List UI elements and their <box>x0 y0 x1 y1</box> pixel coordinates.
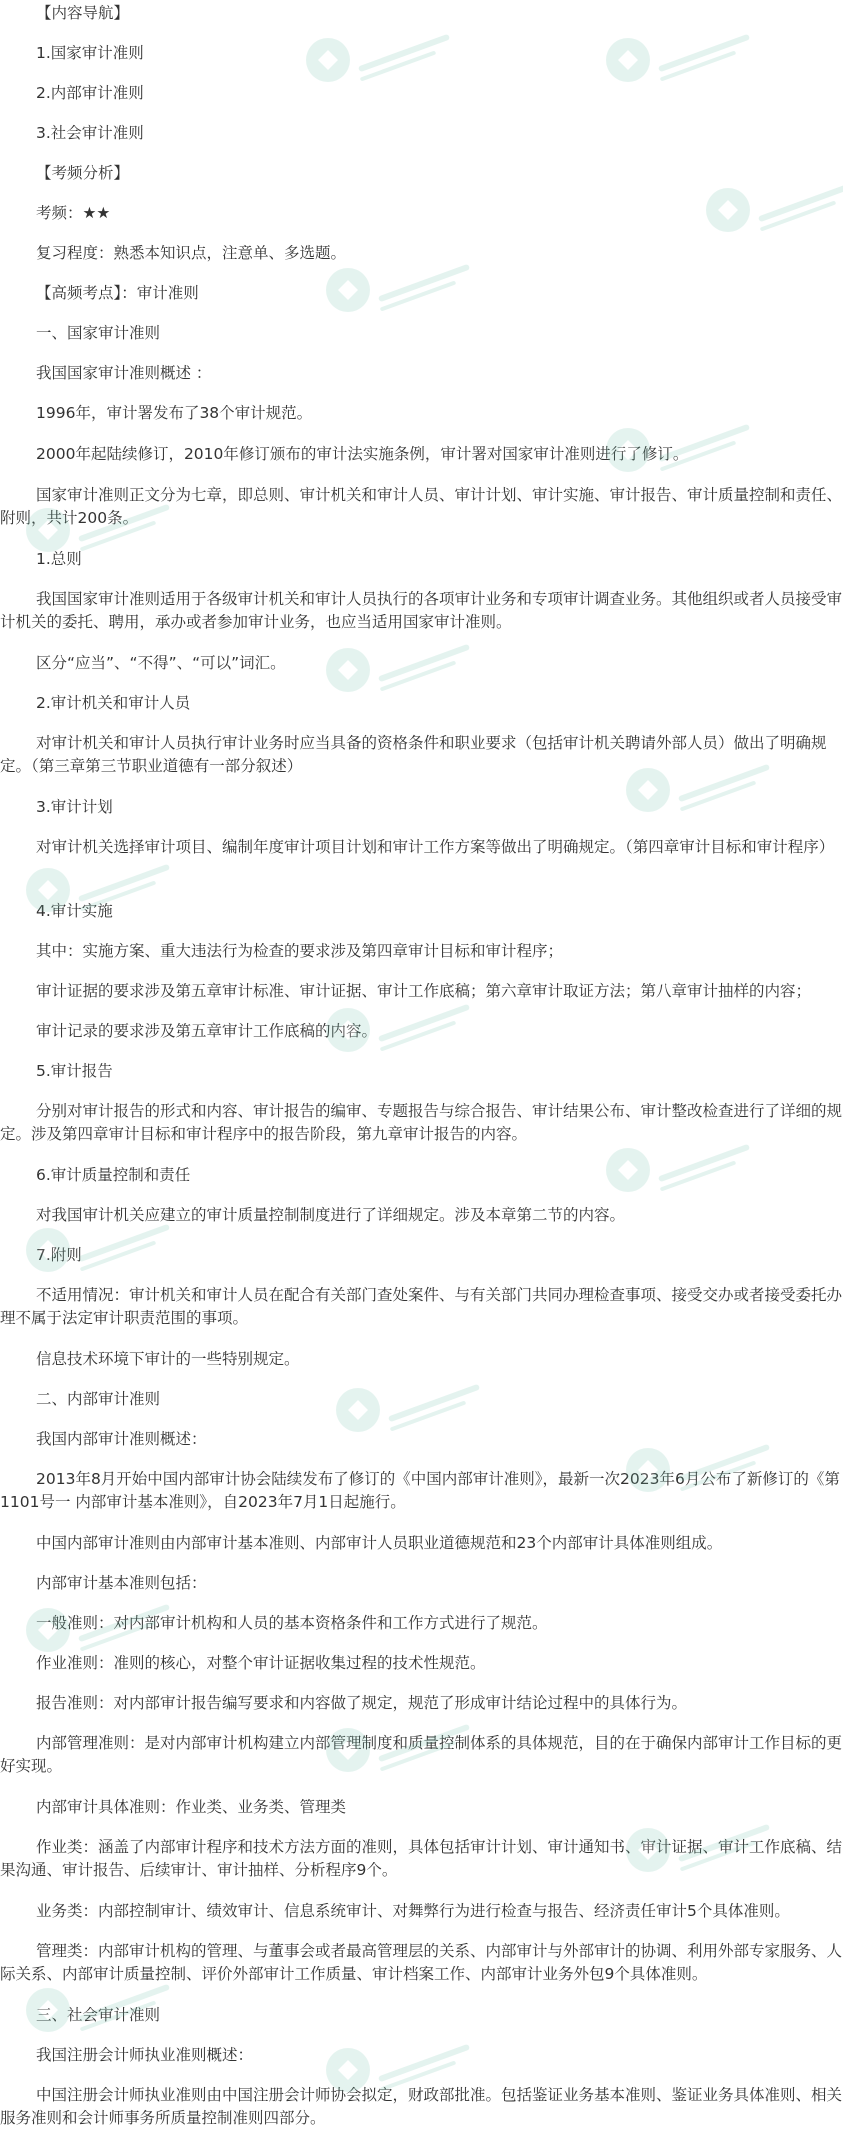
paragraph: 作业准则：准则的核心，对整个审计证据收集过程的技术性规范。 <box>36 1654 486 1672</box>
paragraph: 我国国家审计准则概述 ： <box>36 364 212 382</box>
subsection-heading: 3.审计计划 <box>36 798 113 816</box>
paragraph: 对我国审计机关应建立的审计质量控制制度进行了详细规定。涉及本章第二节的内容。 <box>36 1206 626 1224</box>
subsection-heading: 7.附则 <box>36 1246 82 1264</box>
paragraph: 对审计机关选择审计项目、编制年度审计项目计划和审计工作方案等做出了明确规定。（第四章审计目标和审计程序） <box>36 838 835 856</box>
paragraph: 报告准则：对内部审计报告编写要求和内容做了规定，规范了形成审计结论过程中的具体行为。 <box>36 1694 688 1712</box>
paragraph: 中国注册会计师执业准则由中国注册会计师协会拟定，财政部批准。包括鉴证业务基本准则、鉴证业务具体准则、相关服务准则和会计师事务所质量控制准则四部分。 <box>0 2086 843 2127</box>
frequency-text: 考频：★★ <box>36 204 111 222</box>
paragraph: 审计记录的要求涉及第五章审计工作底稿的内容。 <box>36 1022 378 1040</box>
paragraph: 分别对审计报告的形式和内容、审计报告的编审、专题报告与综合报告、审计结果公布、审计整改检查进行了详细的规定。涉及第四章审计目标和审计程序中的报告阶段，第九章审计报告的内容。 <box>0 1102 843 1143</box>
nav-item: 3.社会审计准则 <box>36 124 144 142</box>
section-heading: 【考频分析】 <box>36 164 130 182</box>
paragraph: 内部管理准则：是对内部审计机构建立内部管理制度和质量控制体系的具体规范，目的在于确保内部审计工作目标的更好实现。 <box>0 1734 843 1775</box>
paragraph: 2000年起陆续修订，2010年修订颁布的审计法实施条例，审计署对国家审计准则进行了修订。 <box>36 445 689 463</box>
chapter-heading: 三、社会审计准则 <box>36 2006 161 2024</box>
paragraph: 审计证据的要求涉及第五章审计标准、审计证据、审计工作底稿；第六章审计取证方法；第八章审计抽样的内容； <box>36 982 812 1000</box>
paragraph: 1996年，审计署发布了38个审计规范。 <box>36 404 313 422</box>
paragraph: 信息技术环境下审计的一些特别规定。 <box>36 1350 300 1368</box>
paragraph: 不适用情况：审计机关和审计人员在配合有关部门查处案件、与有关部门共同办理检查事项、接受交办或者接受委托办理不属于法定审计职责范围的事项。 <box>0 1286 843 1327</box>
section-heading: 【内容导航】 <box>36 4 130 22</box>
chapter-heading: 一、国家审计准则 <box>36 324 161 342</box>
paragraph: 内部审计具体准则：作业类、业务类、管理类 <box>36 1798 347 1816</box>
paragraph: 业务类：内部控制审计、绩效审计、信息系统审计、对舞弊行为进行检查与报告、经济责任审计5个具体准则。 <box>36 1902 790 1920</box>
nav-item: 1.国家审计准则 <box>36 44 144 62</box>
paragraph: 内部审计基本准则包括： <box>36 1574 207 1592</box>
subsection-heading: 4.审计实施 <box>36 902 113 920</box>
nav-item: 2.内部审计准则 <box>36 84 144 102</box>
paragraph: 2013年8月开始中国内部审计协会陆续发布了修订的《中国内部审计准则》，最新一次2023年6月公布了新修订的《第1101号一 内部审计基本准则》，自2023年7月1日起施行。 <box>0 1470 840 1511</box>
subsection-heading: 5.审计报告 <box>36 1062 113 1080</box>
paragraph: 我国内部审计准则概述： <box>36 1430 207 1448</box>
paragraph: 我国注册会计师执业准则概述： <box>36 2046 254 2064</box>
chapter-heading: 二、内部审计准则 <box>36 1390 161 1408</box>
paragraph: 对审计机关和审计人员执行审计业务时应当具备的资格条件和职业要求（包括审计机关聘请外部人员）做出了明确规定。（第三章第三节职业道德有一部分叙述） <box>0 734 827 775</box>
paragraph: 中国内部审计准则由内部审计基本准则、内部审计人员职业道德规范和23个内部审计具体准则组成。 <box>36 1534 723 1552</box>
paragraph: 国家审计准则正文分为七章，即总则、审计机关和审计人员、审计计划、审计实施、审计报告、审计质量控制和责任、附则，共计200条。 <box>0 486 843 527</box>
paragraph: 管理类：内部审计机构的管理、与董事会或者最高管理层的关系、内部审计与外部审计的协调、利用外部专家服务、人际关系、内部审计质量控制、评价外部审计工作质量、审计档案工作、内部审计业务外包9个具体准则。 <box>0 1942 843 1983</box>
section-heading: 【高频考点】：审计准则 <box>36 284 199 302</box>
paragraph: 其中：实施方案、重大违法行为检查的要求涉及第四章审计目标和审计程序； <box>36 942 564 960</box>
paragraph: 复习程度：熟悉本知识点，注意单、多选题。 <box>36 244 347 262</box>
subsection-heading: 1.总则 <box>36 550 82 568</box>
paragraph: 作业类：涵盖了内部审计程序和技术方法方面的准则，具体包括审计计划、审计通知书、审计证据、审计工作底稿、结果沟通、审计报告、后续审计、审计抽样、分析程序9个。 <box>0 1838 843 1879</box>
subsection-heading: 6.审计质量控制和责任 <box>36 1166 191 1184</box>
paragraph: 区分“应当”、“不得”、“可以”词汇。 <box>36 654 286 672</box>
paragraph: 我国国家审计准则适用于各级审计机关和审计人员执行的各项审计业务和专项审计调查业务。其他组织或者人员接受审计机关的委托、聘用，承办或者参加审计业务，也应当适用国家审计准则。 <box>0 590 843 631</box>
paragraph: 一般准则：对内部审计机构和人员的基本资格条件和工作方式进行了规范。 <box>36 1614 548 1632</box>
subsection-heading: 2.审计机关和审计人员 <box>36 694 191 712</box>
